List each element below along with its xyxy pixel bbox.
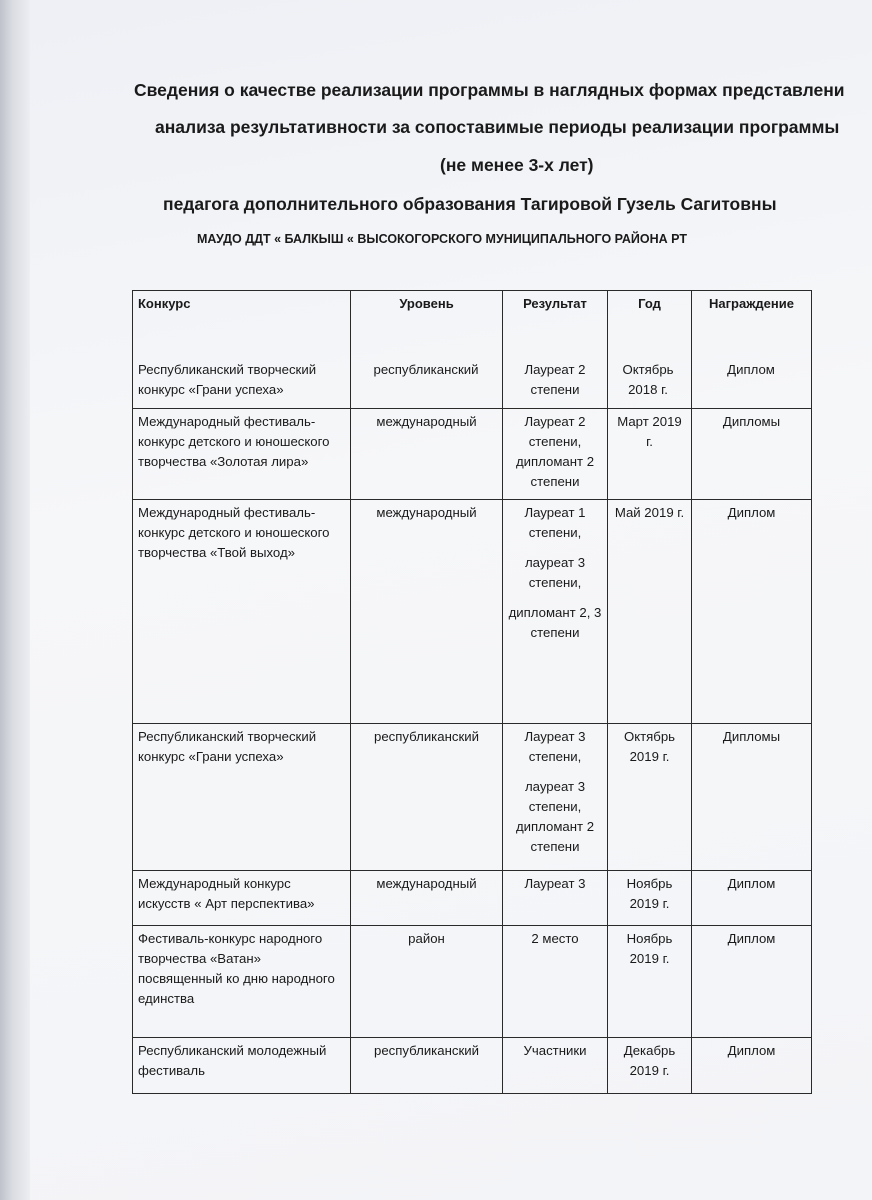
result-line: Лауреат 1 степени, bbox=[524, 505, 586, 540]
result-cell bbox=[503, 500, 608, 724]
year-cell: Май 2019 г. bbox=[608, 500, 692, 724]
year-cell: Октябрь 2019 г. bbox=[608, 724, 692, 871]
award-cell: Дипломы bbox=[692, 409, 812, 500]
table-header-row bbox=[133, 291, 812, 409]
year-cell: Март 2019 г. bbox=[608, 409, 692, 500]
result-cell: Участники bbox=[503, 1038, 608, 1094]
level-cell: республиканский bbox=[351, 1038, 503, 1094]
scan-edge-shadow bbox=[0, 0, 30, 1200]
year-cell: Ноябрь 2019 г. bbox=[608, 871, 692, 926]
award-cell: Дипломы bbox=[692, 724, 812, 871]
result-cell: Лауреат 2 степени, дипломант 2 степени bbox=[503, 409, 608, 500]
contest-cell: Республиканский творческий конкурс «Грани успеха» bbox=[138, 362, 317, 397]
level-cell: международный bbox=[351, 500, 503, 724]
awards-table bbox=[132, 290, 812, 1094]
level-cell: международный bbox=[351, 871, 503, 926]
result-line: дипломант 2, 3 степени bbox=[508, 605, 602, 640]
header-award: Награждение bbox=[692, 291, 812, 409]
table-row bbox=[133, 1038, 812, 1094]
table-row bbox=[133, 926, 812, 1038]
result-line: лауреат 3 степени, дипломант 2 степени bbox=[515, 779, 595, 854]
contest-cell: Международный конкурс искусств « Арт перспектива» bbox=[133, 871, 351, 926]
organization-line: МАУДО ДДТ « БАЛКЫШ « ВЫСОКОГОРСКОГО МУНИЦИПАЛЬНОГО РАЙОНА РТ bbox=[197, 232, 687, 246]
result-cell: Лауреат 3 bbox=[503, 871, 608, 926]
table-row bbox=[133, 871, 812, 926]
result-cell: Лауреат 2 степени bbox=[524, 362, 586, 397]
level-cell: район bbox=[351, 926, 503, 1038]
contest-cell: Международный фестиваль-конкурс детского и юношеского творчества «Твой выход» bbox=[133, 500, 351, 724]
award-cell: Диплом bbox=[692, 871, 812, 926]
level-cell: международный bbox=[351, 409, 503, 500]
document-title-line-2: анализа результативности за сопоставимые периоды реализации программы bbox=[155, 117, 840, 137]
contest-cell: Международный фестиваль-конкурс детского и юношеского творчества «Золотая лира» bbox=[133, 409, 351, 500]
contest-cell: Республиканский творческий конкурс «Грани успеха» bbox=[133, 724, 351, 871]
result-line: лауреат 3 степени, bbox=[524, 555, 586, 590]
award-cell: Диплом bbox=[692, 926, 812, 1038]
header-result: Результат bbox=[503, 291, 608, 409]
table-row bbox=[133, 724, 812, 871]
table-row bbox=[133, 409, 812, 500]
result-line: Лауреат 3 степени, bbox=[524, 729, 586, 764]
table-row bbox=[133, 500, 812, 724]
document-title-line-3: (не менее 3-х лет) bbox=[440, 155, 594, 175]
contest-cell: Республиканский молодежный фестиваль bbox=[133, 1038, 351, 1094]
year-cell: Декабрь 2019 г. bbox=[608, 1038, 692, 1094]
header-level: Уровень bbox=[351, 291, 503, 409]
document-title-line-1: Сведения о качестве реализации программы в наглядных формах представлени bbox=[134, 80, 845, 100]
award-cell: Диплом bbox=[692, 500, 812, 724]
contest-cell: Фестиваль-конкурс народного творчества «Ватан» посвященный ко дню народного единства bbox=[133, 926, 351, 1038]
result-cell: 2 место bbox=[503, 926, 608, 1038]
year-cell: Ноябрь 2019 г. bbox=[608, 926, 692, 1038]
award-cell: Диплом bbox=[727, 362, 775, 377]
result-cell bbox=[503, 724, 608, 871]
award-cell: Диплом bbox=[692, 1038, 812, 1094]
year-cell: Октябрь 2018 г. bbox=[622, 362, 674, 397]
level-cell: республиканский bbox=[351, 724, 503, 871]
teacher-line: педагога дополнительного образования Тагировой Гузель Сагитовны bbox=[163, 194, 777, 214]
level-cell: республиканский bbox=[373, 362, 479, 377]
header-year: Год bbox=[608, 291, 692, 409]
header-contest: Конкурс bbox=[133, 291, 351, 409]
